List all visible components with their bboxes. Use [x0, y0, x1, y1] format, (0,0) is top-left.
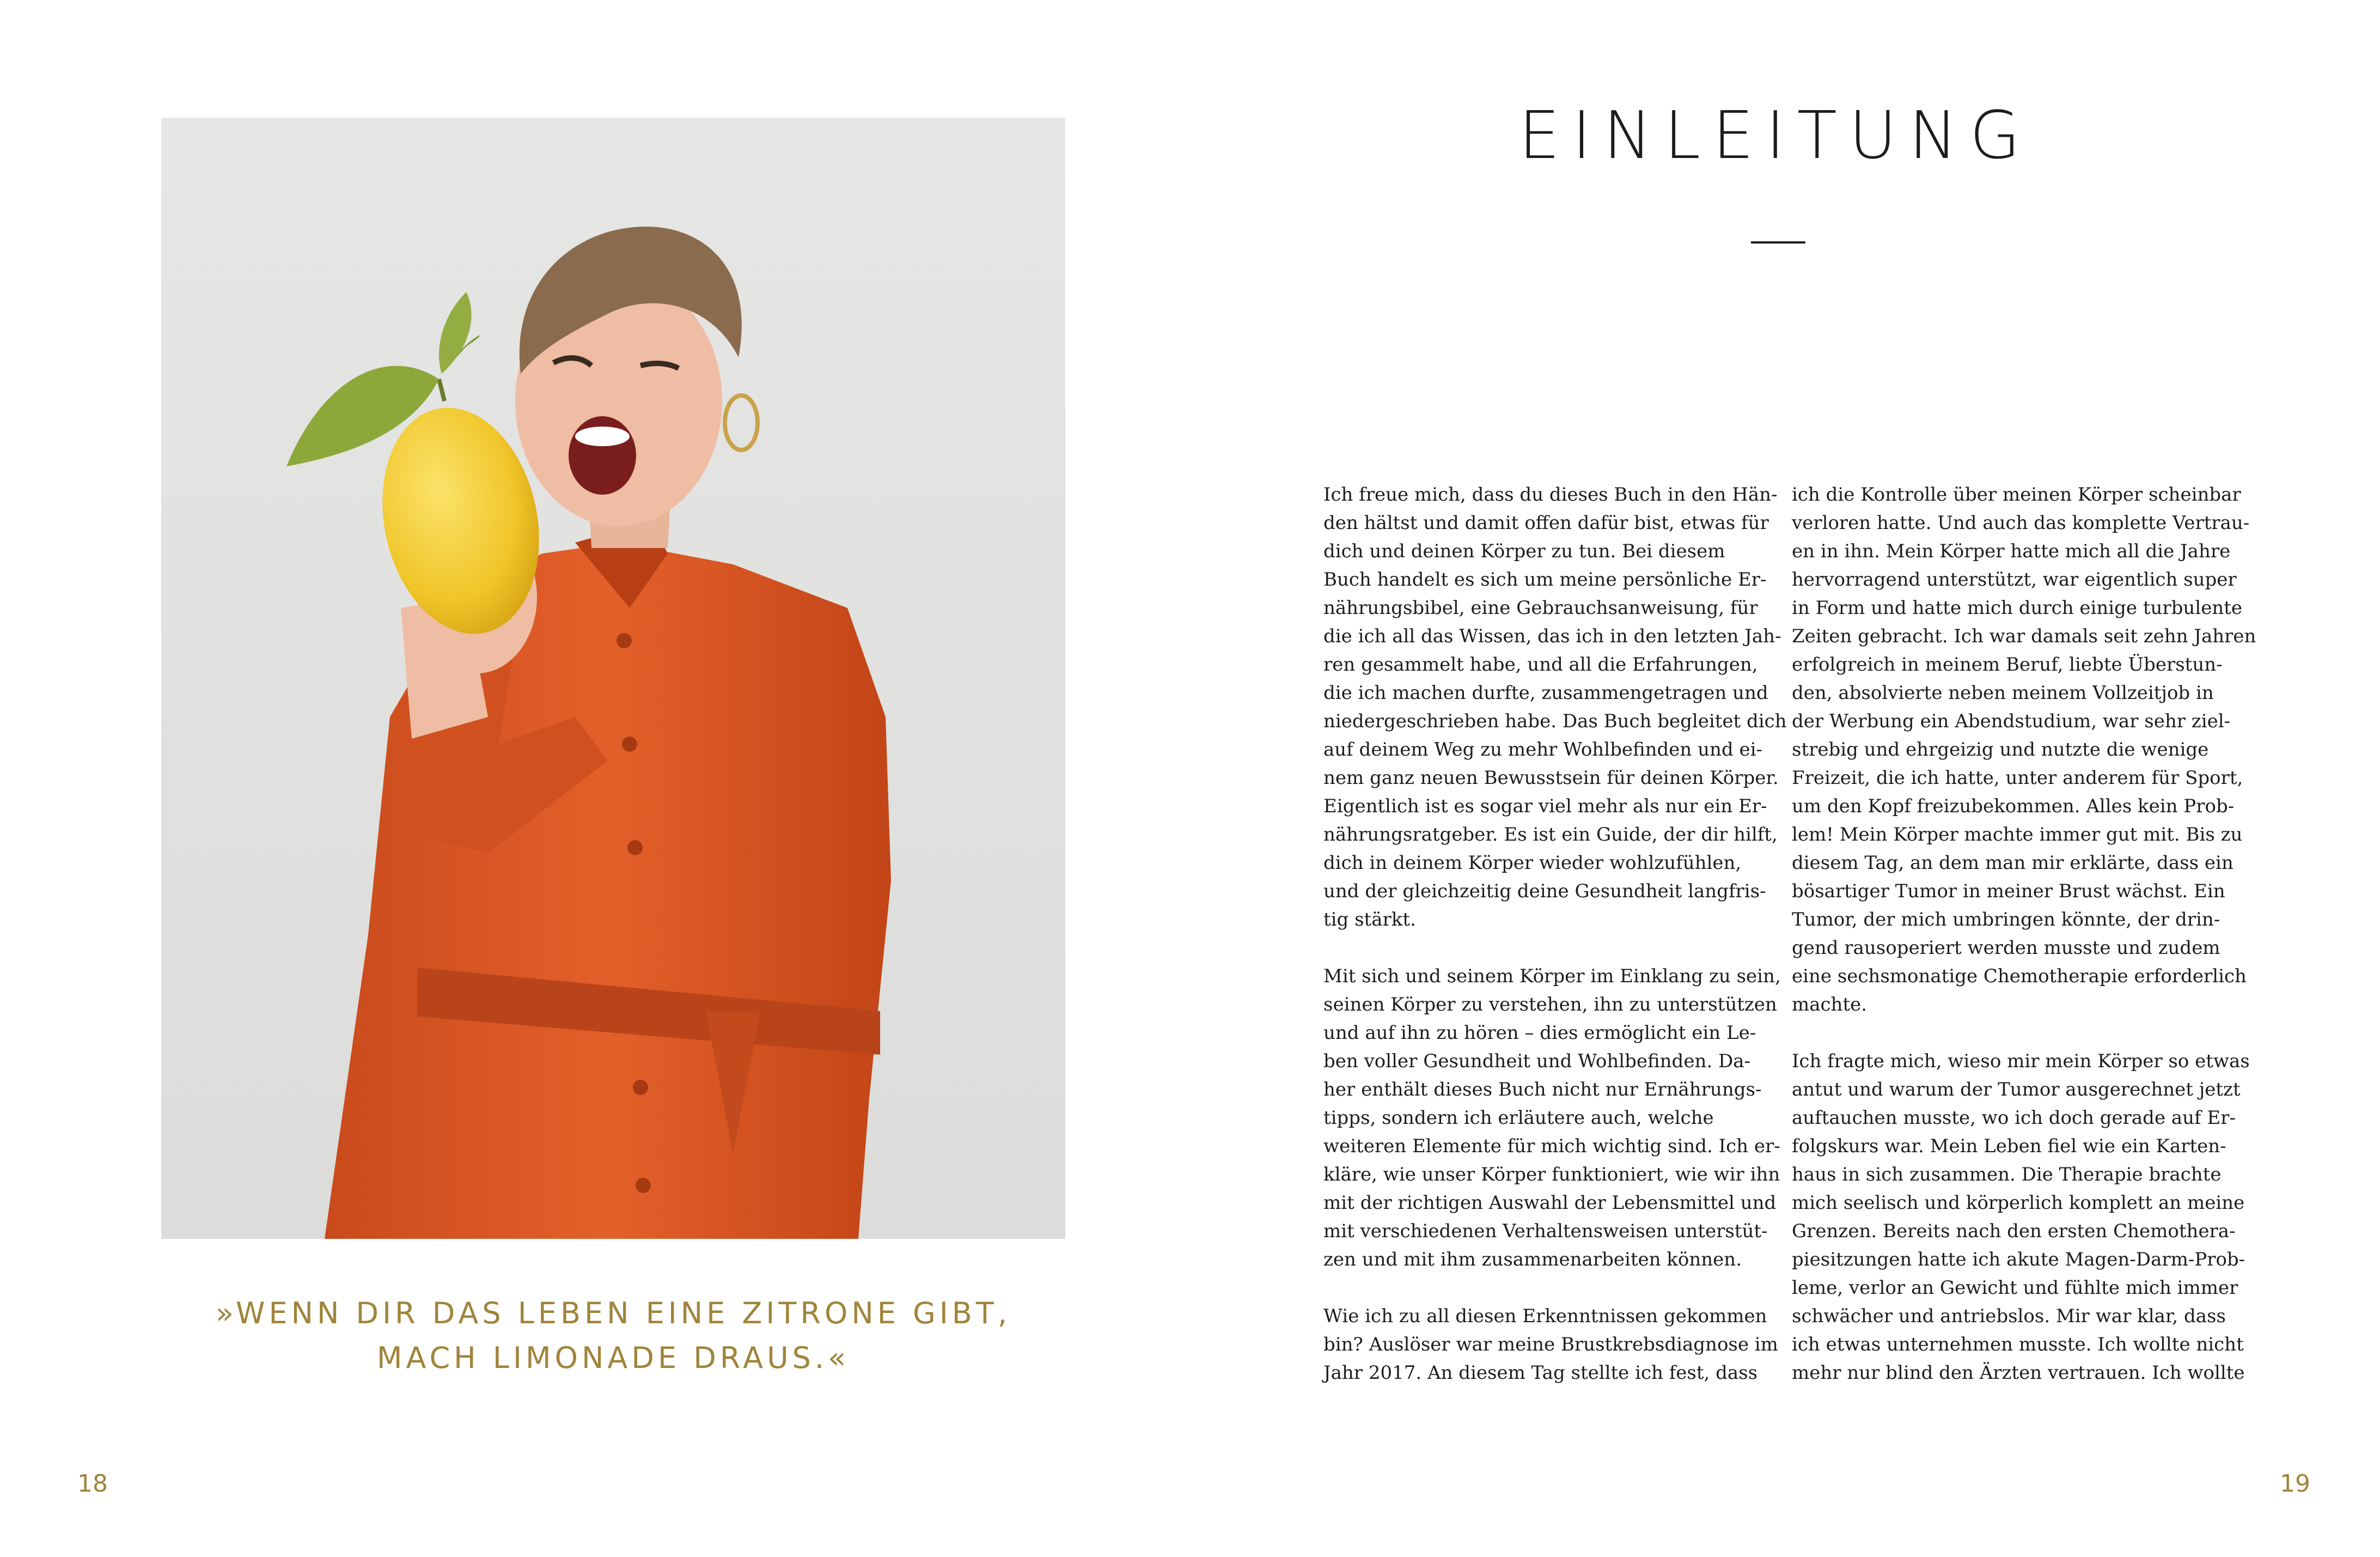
text-line: und auf ihn zu hören – dies ermöglicht ein Le-: [1323, 1022, 1756, 1044]
text-line: Freizeit, die ich hatte, unter anderem für Sport,: [1792, 767, 2243, 789]
text-line: den, absolvierte neben meinem Vollzeitjob in: [1792, 682, 2214, 704]
text-line: antut und warum der Tumor ausgerechnet jetzt: [1792, 1079, 2241, 1100]
woman-with-lemon-illustration: [161, 118, 1065, 1239]
text-line: zen und mit ihm zusammenarbeiten können.: [1323, 1249, 1742, 1270]
text-line: dich und deinen Körper zu tun. Bei diesem: [1323, 540, 1725, 562]
text-line: ren gesammelt habe, und all die Erfahrungen,: [1323, 654, 1758, 676]
text-line: niedergeschrieben habe. Das Buch begleitet dich: [1323, 710, 1787, 732]
text-line: strebig und ehrgeizig und nutzte die wenige: [1792, 739, 2209, 761]
text-line: diesem Tag, an dem man mir erklärte, dass ein: [1792, 852, 2233, 874]
paragraph: [1323, 481, 1787, 934]
text-line: machte.: [1792, 994, 1868, 1015]
text-line: ich etwas unternehmen musste. Ich wollte nicht: [1792, 1334, 2244, 1355]
portrait-photo: [161, 118, 1065, 1239]
text-line: Buch handelt es sich um meine persönliche Er-: [1323, 569, 1767, 591]
text-line: und der gleichzeitig deine Gesundheit langfris-: [1323, 880, 1766, 902]
text-line: Ich fragte mich, wieso mir mein Körper so etwas: [1792, 1050, 2250, 1072]
quote-line: »WENN DIR DAS LEBEN EINE ZITRONE GIBT,: [216, 1296, 1011, 1330]
text-line: Eigentlich ist es sogar viel mehr als nur ein Er-: [1323, 795, 1767, 817]
text-line: lem! Mein Körper machte immer gut mit. Bis zu: [1792, 824, 2243, 846]
text-line: haus in sich zusammen. Die Therapie brachte: [1792, 1164, 2222, 1185]
text-line: Zeiten gebracht. Ich war damals seit zehn Jahren: [1792, 625, 2256, 647]
page-number-right: 19: [2280, 1470, 2310, 1498]
text-line: piesitzungen hatte ich akute Magen-Darm-Prob-: [1792, 1249, 2245, 1270]
paragraph: [1323, 962, 1781, 1274]
text-line: erfolgreich in meinem Beruf, liebte Überstun-: [1792, 654, 2223, 676]
text-line: mit verschiedenen Verhaltensweisen unterstüt-: [1323, 1220, 1768, 1242]
text-line: gend rausoperiert werden musste und zudem: [1792, 937, 2220, 959]
text-line: mich seelisch und körperlich komplett an meine: [1792, 1192, 2245, 1214]
text-line: den hältst und damit offen dafür bist, etwas für: [1323, 512, 1769, 534]
text-line: Grenzen. Bereits nach den ersten Chemothera-: [1792, 1220, 2236, 1242]
paragraph: [1792, 481, 2256, 1019]
text-line: Mit sich und seinem Körper im Einklang zu sein,: [1323, 965, 1781, 987]
text-line: dich in deinem Körper wieder wohlzufühlen,: [1323, 852, 1742, 874]
text-line: kläre, wie unser Körper funktioniert, wie wir ihn: [1323, 1164, 1780, 1185]
title-divider: [1751, 241, 1805, 244]
text-line: die ich machen durfte, zusammengetragen und: [1323, 682, 1768, 704]
text-line: verloren hatte. Und auch das komplette Vertrau-: [1792, 512, 2250, 534]
text-line: Jahr 2017. An diesem Tag stellte ich fest, dass: [1323, 1362, 1758, 1384]
text-line: auf deinem Weg zu mehr Wohlbefinden und ei-: [1323, 739, 1762, 761]
text-line: seinen Körper zu verstehen, ihn zu unterstützen: [1323, 994, 1777, 1015]
paragraph: [1323, 1302, 1778, 1387]
text-line: bin? Auslöser war meine Brustkrebsdiagnose im: [1323, 1334, 1778, 1355]
text-line: ich die Kontrolle über meinen Körper scheinbar: [1792, 484, 2241, 506]
text-line: ben voller Gesundheit und Wohlbefinden. Da-: [1323, 1050, 1750, 1072]
pull-quote: [161, 1291, 1065, 1380]
text-line: weiteren Elemente für mich wichtig sind. Ich er-: [1323, 1135, 1780, 1157]
text-column-right: [1792, 481, 2256, 1415]
text-line: en in ihn. Mein Körper hatte mich all die Jahre: [1792, 540, 2231, 562]
text-line: Tumor, der mich umbringen könnte, der drin-: [1792, 909, 2220, 930]
text-line: der Werbung ein Abendstudium, war sehr ziel-: [1792, 710, 2231, 732]
text-line: auftauchen musste, wo ich doch gerade auf Er-: [1792, 1107, 2236, 1129]
page-number-left: 18: [77, 1470, 108, 1498]
text-line: die ich all das Wissen, das ich in den letzten Jah-: [1323, 625, 1781, 647]
text-line: hervorragend unterstützt, war eigentlich super: [1792, 569, 2237, 591]
text-line: tig stärkt.: [1323, 909, 1416, 930]
text-line: eine sechsmonatige Chemotherapie erforderlich: [1792, 965, 2247, 987]
text-line: folgskurs war. Mein Leben fiel wie ein Karten-: [1792, 1135, 2226, 1157]
text-line: bösartiger Tumor in meiner Brust wächst. Ein: [1792, 880, 2225, 902]
text-line: mehr nur blind den Ärzten vertrauen. Ich wollte: [1792, 1362, 2245, 1384]
text-column-left: [1323, 481, 1787, 1415]
text-line: schwächer und antriebslos. Mir war klar, dass: [1792, 1305, 2226, 1327]
paragraph: [1792, 1047, 2250, 1387]
text-line: mit der richtigen Auswahl der Lebensmittel und: [1323, 1192, 1777, 1214]
text-line: tipps, sondern ich erläutere auch, welche: [1323, 1107, 1714, 1129]
text-line: nem ganz neuen Bewusstsein für deinen Körper.: [1323, 767, 1779, 789]
quote-line: MACH LIMONADE DRAUS.«: [376, 1341, 850, 1375]
text-line: Ich freue mich, dass du dieses Buch in den Hän-: [1323, 484, 1778, 506]
text-line: Wie ich zu all diesen Erkenntnissen gekommen: [1323, 1305, 1767, 1327]
text-line: nährungsratgeber. Es ist ein Guide, der dir hilft,: [1323, 824, 1778, 846]
text-line: nährungsbibel, eine Gebrauchsanweisung, für: [1323, 597, 1758, 619]
text-line: her enthält dieses Buch nicht nur Ernährungs-: [1323, 1079, 1762, 1100]
text-line: um den Kopf freizubekommen. Alles kein Prob-: [1792, 795, 2235, 817]
text-line: leme, verlor an Gewicht und fühlte mich immer: [1792, 1277, 2238, 1299]
text-line: in Form und hatte mich durch einige turbulente: [1792, 597, 2243, 619]
chapter-title: EINLEITUNG: [1518, 98, 2033, 174]
